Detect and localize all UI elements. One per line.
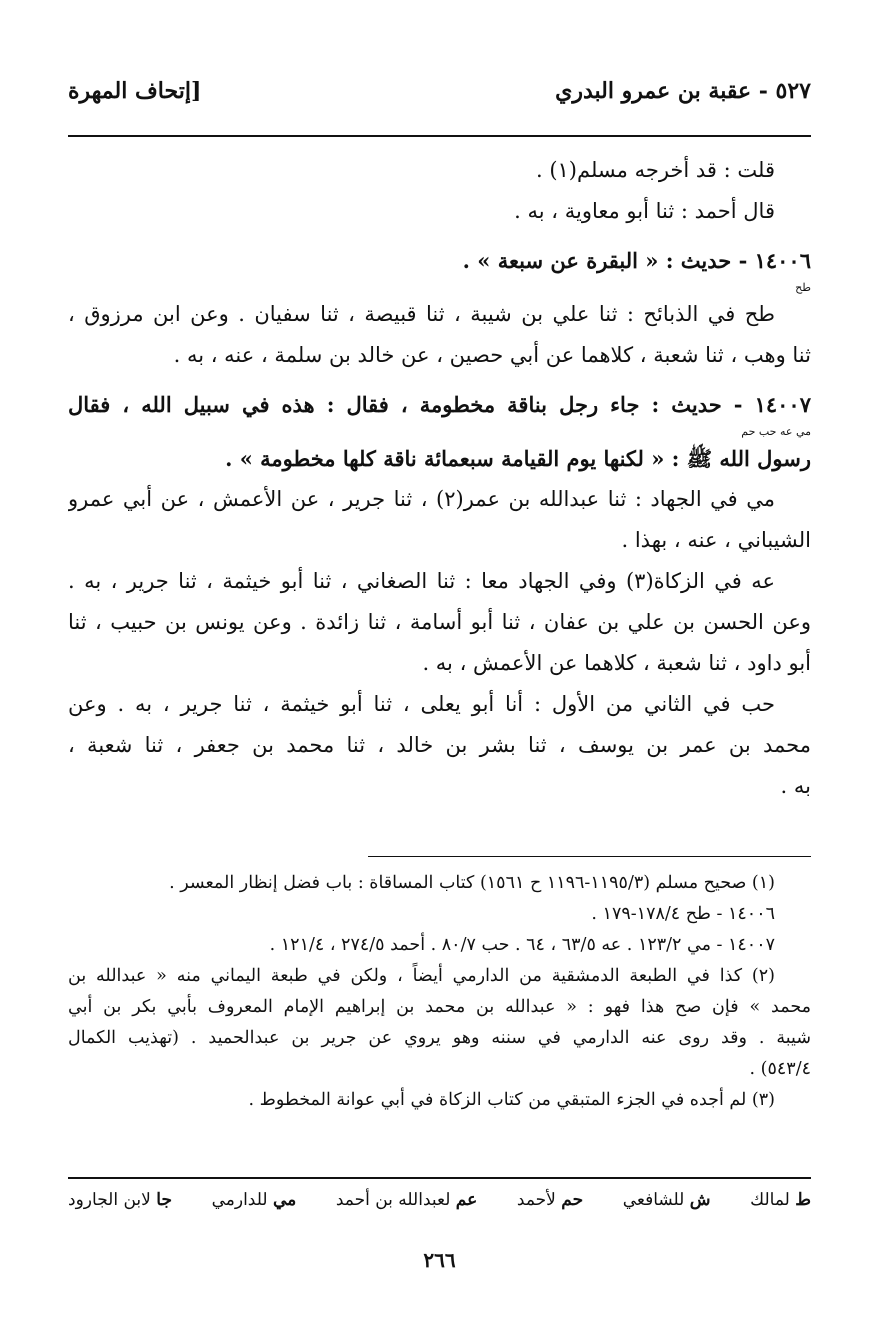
text-line: وعن الحسن بن علي بن عفان ، ثنا أبو أسامة ، ثنا زائدة . وعن يونس بن حبيب ، ثنا <box>68 610 811 634</box>
abbreviation-code: حم <box>561 1190 584 1210</box>
text-line: قلت : قد أخرجه مسلم(١) . <box>535 158 775 182</box>
page-number: ٢٦٦ <box>423 1248 456 1272</box>
abbreviation-code: عم <box>455 1190 478 1210</box>
abbreviation-item <box>212 1190 297 1210</box>
source-sigla: مي عه حب حم <box>741 425 811 438</box>
paragraph-gap <box>68 376 811 384</box>
text-line: به . <box>780 774 811 798</box>
footnote-line: (٢) كذا في الطبعة الدمشقية من الدارمي أيضاً ، ولكن في طبعة اليماني منه « عبدالله بن <box>68 966 775 986</box>
abbreviation-label: لمالك <box>750 1190 796 1210</box>
text-line: أبو داود ، ثنا شعبة ، كلاهما عن الأعمش ، به . <box>422 651 811 675</box>
abbreviation-item <box>750 1190 811 1210</box>
footnote-line: ١٤٠٠٦ - طح ١٧٨/٤-١٧٩ . <box>591 904 775 924</box>
abbreviation-code: مي <box>272 1190 297 1210</box>
abbreviation-label: للشافعي <box>622 1190 690 1210</box>
abbreviation-item <box>336 1190 477 1210</box>
footnotes <box>68 868 811 1116</box>
abbreviation-rule <box>68 1177 811 1179</box>
abbreviation-label: لابن الجارود <box>68 1190 157 1210</box>
text-line: الشيباني ، عنه ، بهذا . <box>621 528 811 552</box>
footnote-line: محمد » فإن صح هذا فهو : « عبدالله بن محمد بن إبراهيم الإمام المعروف بأبي بكر بن أبي <box>68 997 811 1017</box>
footnote-line: ١٤٠٠٧ - مي ١٢٣/٢ . عه ٦٣/٥ ، ٦٤ . حب ٨٠/٧ . أحمد ٢٧٤/٥ ، ١٢١/٤ . <box>269 935 775 955</box>
footnote-line: (٣) لم أجده في الجزء المتبقي من كتاب الزكاة في أبي عوانة المخطوط . <box>248 1090 775 1110</box>
text-line: حب في الثاني من الأول : أنا أبو يعلى ، ثنا أبو خيثمة ، ثنا جرير ، به . وعن <box>68 692 775 716</box>
header-rule <box>68 135 811 137</box>
abbreviation-item <box>623 1190 711 1210</box>
main-text <box>68 150 811 807</box>
book-title: [إتحاف المهرة <box>68 78 202 104</box>
abbreviation-label: لعبدالله بن أحمد <box>335 1190 456 1210</box>
paragraph-gap <box>68 232 811 240</box>
source-sigla: طح <box>795 281 811 294</box>
text-line: محمد بن عمر بن يوسف ، ثنا بشر بن خالد ، ثنا محمد بن جعفر ، ثنا شعبة ، <box>68 733 811 757</box>
text-line: طح في الذبائح : ثنا علي بن شيبة ، ثنا قبيصة ، ثنا سفيان . وعن ابن مرزوق ، <box>68 302 775 326</box>
text-line: ثنا وهب ، ثنا شعبة ، كلاهما عن أبي حصين ، عن خالد بن سلمة ، عنه ، به . <box>173 343 811 367</box>
hadith-heading-line: ١٤٠٠٦ - حديث : « البقرة عن سبعة » . <box>462 248 811 273</box>
chapter-title: ٥٢٧ - عقبة بن عمرو البدري <box>555 78 811 104</box>
abbreviation-item <box>517 1190 583 1210</box>
footnote-line: ٥٤٣/٤) . <box>749 1059 811 1079</box>
abbreviation-key <box>68 1190 811 1210</box>
hadith-heading-line: رسول الله ﷺ : « لكنها يوم القيامة سبعمائة ناقة كلها مخطومة » . <box>225 446 811 471</box>
abbreviation-code: ط <box>795 1190 811 1210</box>
footnote-separator <box>368 856 811 857</box>
abbreviation-label: للدارمي <box>211 1190 273 1210</box>
text-line: قال أحمد : ثنا أبو معاوية ، به . <box>514 199 775 223</box>
abbreviation-label: لأحمد <box>516 1190 562 1210</box>
text-line: عه في الزكاة(٣) وفي الجهاد معا : ثنا الصغاني ، ثنا أبو خيثمة ، ثنا جرير ، به . <box>68 569 776 593</box>
abbreviation-item <box>68 1190 172 1210</box>
footnote-line: شيبة . وقد روى عنه الدارمي في سننه وهو يروي عن جرير بن عبدالحميد . (تهذيب الكمال <box>68 1028 811 1048</box>
footnote-line: (١) صحيح مسلم (١١٩٥/٣-١١٩٦ ح ١٥٦١) كتاب المساقاة : باب فضل إنظار المعسر . <box>169 873 775 893</box>
running-header <box>68 78 811 112</box>
abbreviation-code: ش <box>689 1190 711 1210</box>
abbreviation-code: جا <box>156 1190 172 1210</box>
hadith-heading-line: ١٤٠٠٧ - حديث : جاء رجل بناقة مخطومة ، فقال : هذه في سبيل الله ، فقال <box>68 392 811 417</box>
text-line: مي في الجهاد : ثنا عبدالله بن عمر(٢) ، ثنا جرير ، عن الأعمش ، عن أبي عمرو <box>68 487 775 511</box>
